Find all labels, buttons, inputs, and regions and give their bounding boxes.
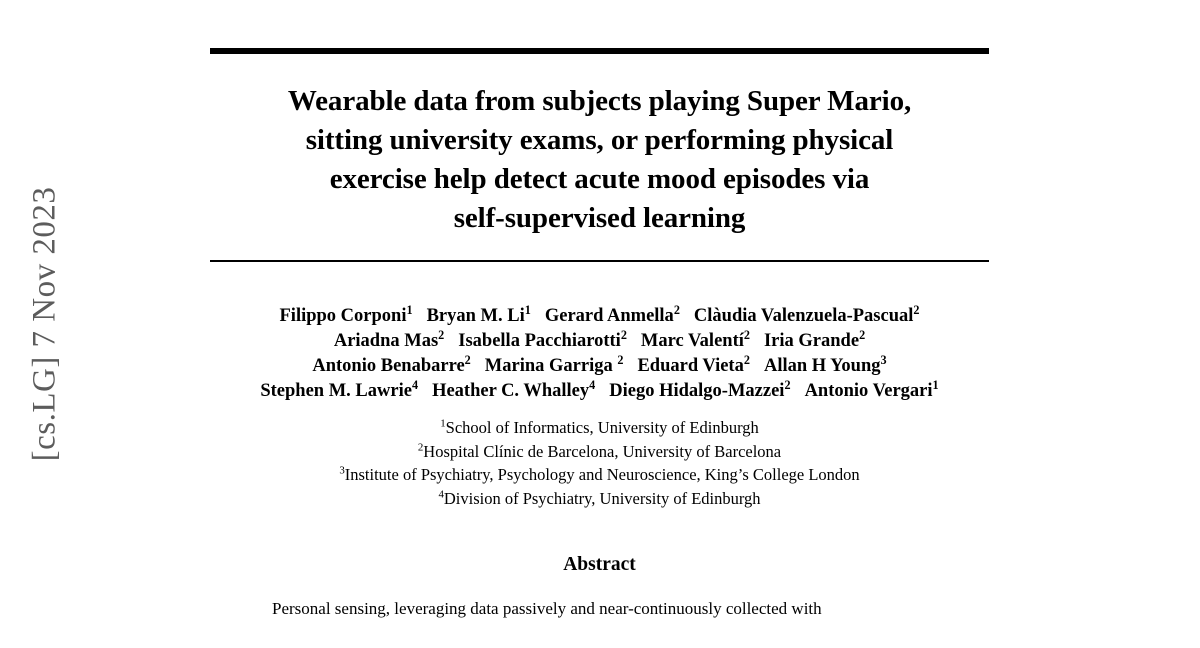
author: [333, 327, 445, 351]
author-row: [210, 304, 989, 329]
author-affiliation-marker: 2: [859, 327, 866, 342]
author: [763, 327, 866, 351]
author: [693, 302, 920, 326]
author-row: [210, 354, 989, 379]
abstract-heading: Abstract: [563, 554, 636, 575]
author-name: Heather C. Whalley: [432, 381, 590, 401]
author-name: Bryan M. Li: [426, 306, 525, 326]
author-list: [210, 304, 989, 404]
author: [544, 302, 680, 326]
affiliation-marker: 1: [440, 417, 446, 430]
author: [426, 302, 531, 326]
author: [458, 327, 627, 351]
title-rule-top: [210, 48, 989, 54]
author-affiliation-marker: 2: [438, 327, 445, 342]
author-affiliation-marker: 4: [589, 377, 596, 392]
author-affiliation-marker: 2: [784, 377, 791, 392]
author-name: Allan H Young: [763, 356, 881, 376]
author-name: Antonio Benabarre: [312, 356, 465, 376]
author-affiliation-marker: 2: [673, 302, 680, 317]
affiliation-item: [210, 440, 989, 464]
author-name: Filippo Corponi: [279, 306, 407, 326]
affiliation-marker: 3: [339, 464, 345, 477]
arxiv-stamp: [0, 0, 90, 648]
author: [312, 352, 471, 376]
author-affiliation-marker: 2: [743, 352, 750, 367]
author-affiliation-marker: 2: [464, 352, 471, 367]
author-name: Ariadna Mas: [333, 331, 439, 351]
author-affiliation-marker: 2: [620, 327, 627, 342]
title-line: exercise help detect acute mood episodes via: [329, 163, 870, 195]
author: [609, 377, 791, 401]
affiliation-item: [210, 463, 989, 487]
author-affiliation-marker: 1: [524, 302, 531, 317]
title-rule-bottom: [210, 260, 989, 262]
author-affiliation-marker: 2: [617, 352, 624, 367]
author: [432, 377, 596, 401]
affiliation-list: [210, 416, 989, 510]
author-affiliation-marker: 1: [932, 377, 939, 392]
title-line: Wearable data from subjects playing Super Mario,: [287, 85, 912, 117]
author-name: Gerard Anmella: [544, 306, 674, 326]
title-line: self-supervised learning: [453, 202, 746, 234]
affiliation-text: Institute of Psychiatry, Psychology and Neuroscience, King’s College London: [344, 465, 860, 484]
title-line: sitting university exams, or performing physical: [305, 124, 894, 156]
author: [804, 377, 939, 401]
affiliation-text: School of Informatics, University of Edinburgh: [445, 418, 759, 437]
affiliation-marker: 2: [417, 441, 424, 453]
author-name: Antonio Vergari: [804, 381, 933, 401]
affiliation-item: [210, 487, 989, 511]
author-affiliation-marker: 2: [743, 327, 750, 342]
affiliation-item: [210, 416, 989, 440]
author-name: Diego Hidalgo-Mazzei: [609, 381, 785, 401]
abstract-body: Personal sensing, leveraging data passively and near-continuously collected with: [272, 599, 822, 618]
paper-page: [210, 0, 989, 648]
arxiv-stamp-text: [cs.LG] 7 Nov 2023: [26, 186, 63, 462]
author-name: Iria Grande: [763, 331, 860, 351]
author-name: Eduard Vieta: [637, 356, 744, 376]
author-affiliation-marker: 4: [411, 377, 419, 392]
author: [260, 377, 419, 401]
author-name: Isabella Pacchiarotti: [458, 331, 621, 351]
affiliation-marker: 4: [438, 488, 444, 500]
author-row: [210, 379, 989, 404]
author-row: [210, 329, 989, 354]
author-affiliation-marker: 2: [913, 302, 920, 317]
author: [484, 352, 624, 376]
author: [640, 327, 750, 351]
affiliation-text: Hospital Clínic de Barcelona, University of Barcelona: [423, 441, 782, 461]
author: [279, 302, 413, 326]
author-affiliation-marker: 1: [406, 302, 413, 317]
author-name: Marina Garriga: [484, 356, 618, 376]
author-affiliation-marker: 3: [880, 352, 887, 367]
author: [763, 352, 887, 376]
author-name: Clàudia Valenzuela-Pascual: [693, 306, 914, 326]
author-name: Stephen M. Lawrie: [260, 381, 412, 401]
page-title: [210, 82, 989, 238]
author: [637, 352, 750, 376]
author-name: Marc Valentí: [640, 331, 744, 351]
affiliation-text: Division of Psychiatry, University of Edinburgh: [443, 488, 761, 508]
